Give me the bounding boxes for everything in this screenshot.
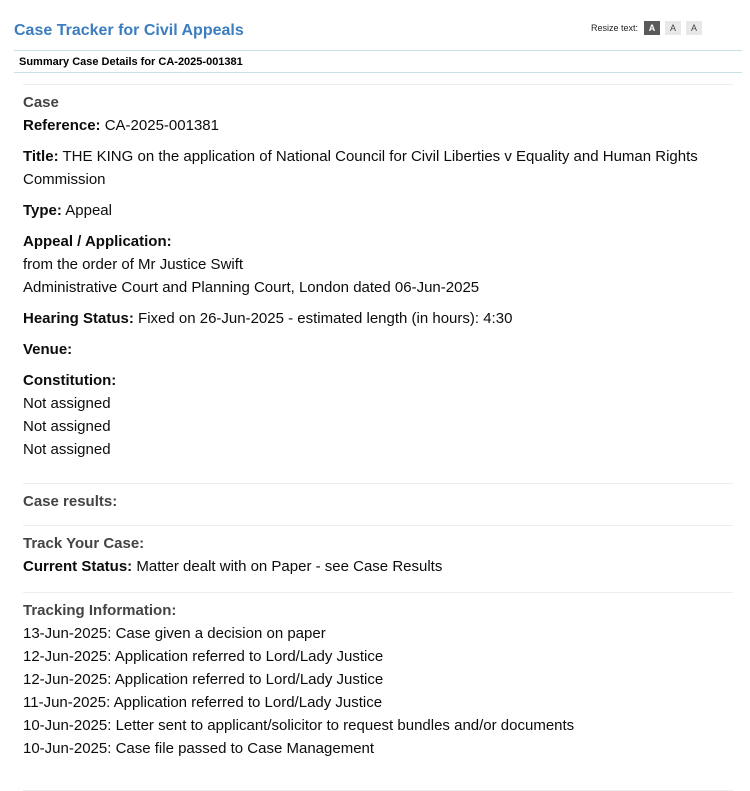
constitution-label: Constitution: (23, 372, 117, 389)
resize-small-button[interactable]: A (644, 21, 660, 35)
track-case-heading: Track Your Case: (23, 535, 145, 552)
tracking-entry: 12-Jun-2025: Application referred to Lord/Lady Justice (23, 648, 384, 665)
tracking-entry: 12-Jun-2025: Application referred to Lord/Lady Justice (23, 671, 384, 688)
tracking-entry: 10-Jun-2025: Letter sent to applicant/solicitor to request bundles and/or documents (23, 717, 575, 734)
constitution-item: Not assigned (23, 418, 111, 435)
current-status-label: Current Status: (23, 558, 133, 575)
constitution-row (23, 369, 733, 392)
title-label: Title: (23, 148, 59, 165)
current-status-value: Matter dealt with on Paper - see Case Results (136, 558, 443, 575)
case-results-heading: Case results: (23, 493, 118, 510)
summary-divider (14, 72, 742, 73)
appeal-row (23, 230, 733, 253)
constitution-item: Not assigned (23, 441, 111, 458)
header-divider (14, 50, 742, 51)
title-value: THE KING on the application of National Council for Civil Liberties v Equality and Human Rights Commission (23, 148, 698, 188)
type-value: Appeal (65, 202, 112, 219)
resize-medium-button[interactable]: A (665, 21, 681, 35)
resize-text-label: Resize text: (590, 23, 638, 33)
hearing-status-label: Hearing Status: (23, 310, 134, 327)
case-heading: Case (23, 94, 59, 111)
resize-large-button[interactable]: A (686, 21, 702, 35)
type-label: Type: (23, 202, 62, 219)
page-header (14, 20, 742, 50)
venue-row (23, 338, 733, 361)
hearing-status-row (23, 307, 733, 330)
title-row (23, 145, 733, 191)
hearing-status-value: Fixed on 26-Jun-2025 - estimated length (in hours): 4:30 (138, 310, 513, 327)
tracking-info-heading: Tracking Information: (23, 602, 177, 619)
current-status-row (23, 555, 733, 578)
case-details (23, 84, 733, 791)
summary-title: Summary Case Details for CA-2025-001381 (19, 56, 243, 68)
appeal-line: from the order of Mr Justice Swift (23, 256, 244, 273)
appeal-line: Administrative Court and Planning Court, London dated 06-Jun-2025 (23, 279, 480, 296)
tracking-entry: 13-Jun-2025: Case given a decision on paper (23, 625, 326, 642)
tracking-entry: 10-Jun-2025: Case file passed to Case Management (23, 740, 375, 757)
tracking-entry: 11-Jun-2025: Application referred to Lord/Lady Justice (23, 694, 383, 711)
reference-row (23, 114, 733, 137)
venue-label: Venue: (23, 341, 73, 358)
appeal-label: Appeal / Application: (23, 233, 172, 250)
resize-text-controls (591, 21, 702, 35)
constitution-item: Not assigned (23, 395, 111, 412)
reference-label: Reference: (23, 117, 101, 134)
reference-value: CA-2025-001381 (104, 117, 219, 134)
type-row (23, 199, 733, 222)
app-title: Case Tracker for Civil Appeals (14, 22, 244, 39)
